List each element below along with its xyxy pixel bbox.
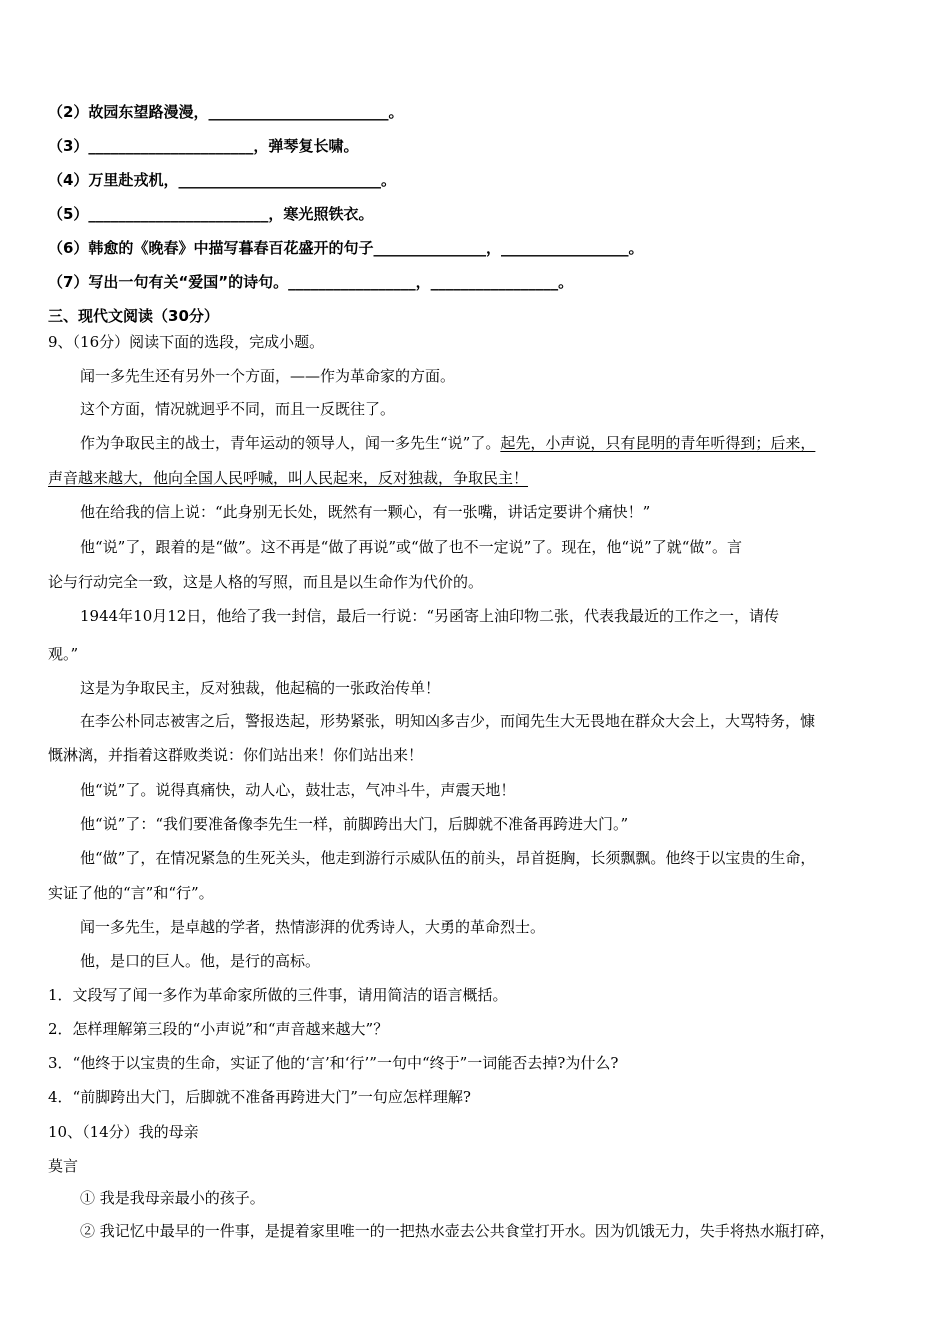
para-2: 这个方面，情况就迥乎不同，而且一反既往了。 <box>80 400 396 418</box>
para-12: 闻一多先生，是卓越的学者，热情澎湃的优秀诗人，大勇的革命烈士。 <box>80 918 546 936</box>
para-11-line-1: 他“做”了，在情况紧急的生死关头，他走到游行示威队伍的前头，昂首挺胸，长须飘飘。他终于以宝贵的生命， <box>80 849 816 867</box>
para-6-line-1: 1944年10月12日，他给了我一封信，最后一行说：“另函寄上油印物二张，代表我最近的工作之一，请传 <box>80 607 780 625</box>
para-3-line-2: 声音越来越大，他向全国人民呼喊，叫人民起来，反对独裁，争取民主！ <box>48 469 529 487</box>
sub-question-1: 1．文段写了闻一多作为革命家所做的三件事，请用简洁的语言概括。 <box>48 986 508 1004</box>
fill-q2: （2）故园东望路漫漫，________________________。 <box>48 103 404 121</box>
para-8-line-1: 在李公朴同志被害之后，警报迭起，形势紧张，明知凶多吉少，而闻先生大无畏地在群众大会上，大骂特务，慷 <box>80 712 816 730</box>
section-heading: 三、现代文阅读（30分） <box>48 307 219 325</box>
para-10: 他“说”了：“我们要准备像李先生一样，前脚跨出大门，后脚就不准备再跨进大门。” <box>80 815 629 833</box>
para-3-plain: 作为争取民主的战士，青年运动的领导人，闻一多先生“说”了。 <box>80 434 501 452</box>
fill-q5: （5）________________________，寒光照铁衣。 <box>48 205 374 223</box>
para-3-underlined: 起先，小声说，只有昆明的青年听得到；后来， <box>500 434 816 452</box>
fill-q6: （6）韩愈的《晚春》中描写暮春百花盛开的句子_______________，_________________。 <box>48 239 644 257</box>
sub-question-3: 3．“他终于以宝贵的生命，实证了他的‘言’和‘行’”一句中“终于”一词能否去掉?为什么? <box>48 1054 619 1072</box>
fill-q3: （3）______________________，弹琴复长啸。 <box>48 137 359 155</box>
para-11-line-2: 实证了他的“言”和“行”。 <box>48 884 214 902</box>
fill-q4: （4）万里赴戎机，___________________________。 <box>48 171 396 189</box>
q9-intro: 9、（16分）阅读下面的选段，完成小题。 <box>48 333 325 351</box>
para-9: 他“说”了。说得真痛快，动人心，鼓壮志，气冲斗牛，声震天地！ <box>80 781 516 799</box>
para-6-line-2: 观。” <box>48 645 79 663</box>
sub-question-4: 4．“前脚跨出大门，后脚就不准备再跨进大门”一句应怎样理解? <box>48 1088 471 1106</box>
para-8-line-2: 慨淋漓，并指着这群败类说：你们站出来！你们站出来！ <box>48 746 424 764</box>
para-5-line-2: 论与行动完全一致，这是人格的写照，而且是以生命作为代价的。 <box>48 573 484 591</box>
sub-question-2: 2．怎样理解第三段的“小声说”和“声音越来越大”？ <box>48 1020 389 1038</box>
q10-intro: 10、（14分）我的母亲 <box>48 1123 199 1141</box>
para-13: 他，是口的巨人。他，是行的高标。 <box>80 952 321 970</box>
para-7: 这是为争取民主，反对独裁，他起稿的一张政治传单！ <box>80 679 441 697</box>
mother-para-2: ② 我记忆中最早的一件事，是提着家里唯一的一把热水壶去公共食堂打开水。因为饥饿无力，失手将热水瓶打碎， <box>80 1222 835 1240</box>
para-3-line-1 <box>80 433 815 453</box>
para-5-line-1: 他“说”了，跟着的是“做”。这不再是“做了再说”或“做了也不一定说”了。现在，他“说”了就“做”。言 <box>80 538 743 556</box>
mother-para-1: ① 我是我母亲最小的孩子。 <box>80 1189 265 1207</box>
author: 莫言 <box>48 1157 79 1175</box>
para-1: 闻一多先生还有另外一个方面，——作为革命家的方面。 <box>80 367 456 385</box>
fill-q7: （7）写出一句有关“爱国”的诗句。_________________，_________________。 <box>48 273 574 291</box>
para-4: 他在给我的信上说：“此身别无长处，既然有一颗心，有一张嘴，讲话定要讲个痛快！” <box>80 503 651 521</box>
